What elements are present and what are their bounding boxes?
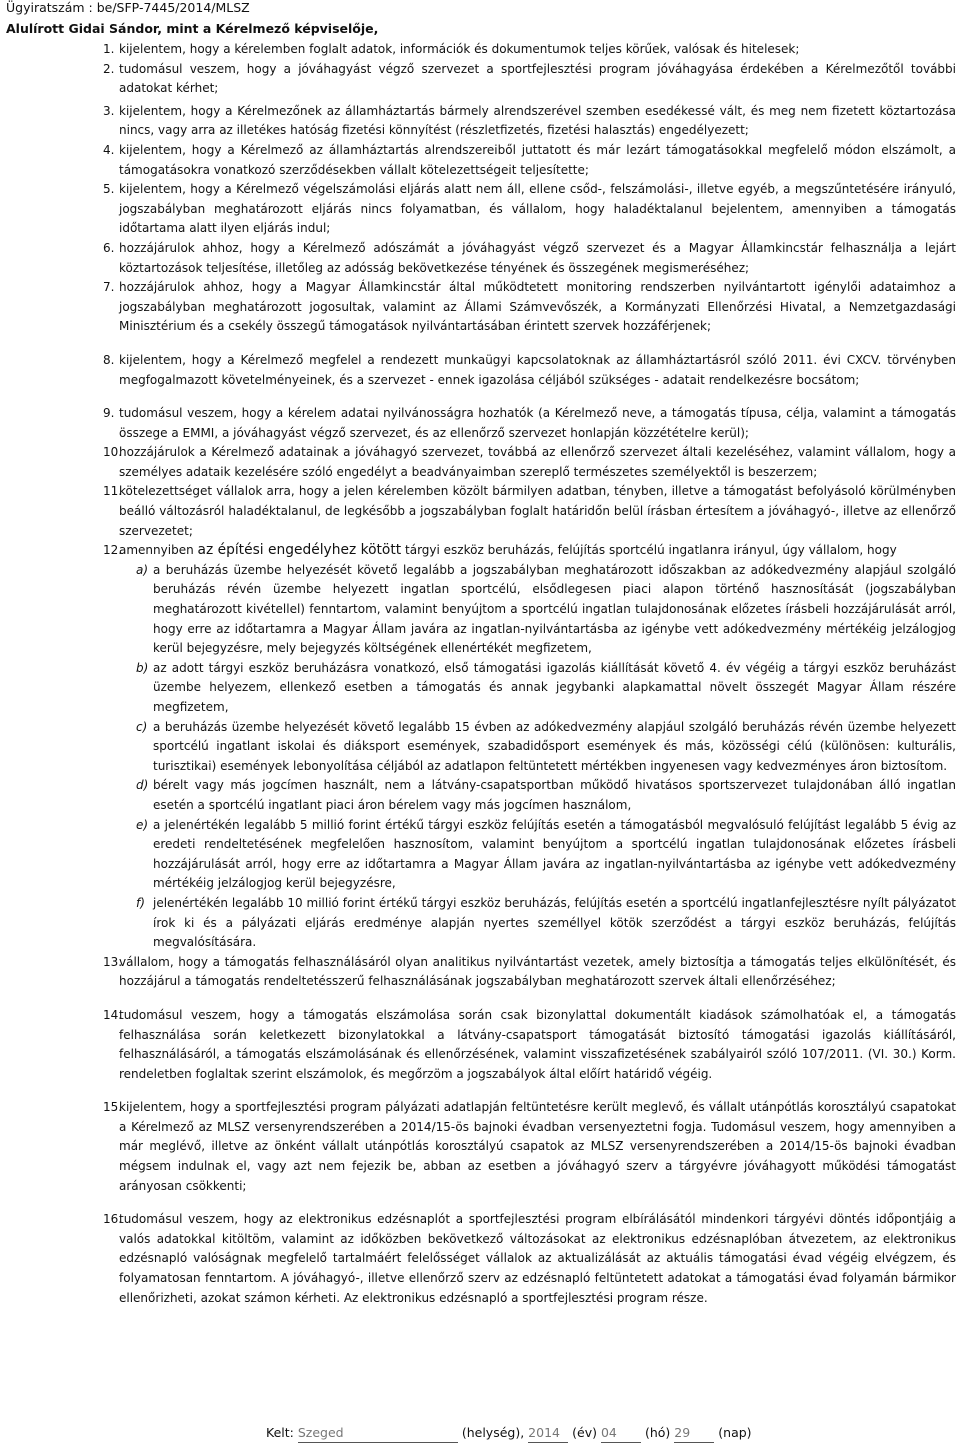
item-text: hozzájárulok ahhoz, hogy a Kérelmező adószámát a jóváhagyást végző szervezet és a Magyar Államkincstár felhasználja a lejárt köztartozások teljesítése, illetőleg az adósság bekövetkezése tényének és összegének megismeréséhez; bbox=[119, 240, 956, 275]
item-number: 11. bbox=[103, 484, 123, 499]
item-text: kijelentem, hogy a kérelemben foglalt adatok, információk és dokumentumok teljes körűek, valósak és hitelesek; bbox=[119, 42, 800, 56]
item-number: 12. bbox=[103, 543, 123, 558]
list-item bbox=[0, 404, 960, 443]
case-number: Ügyiratszám : be/SFP-7445/2014/MLSZ bbox=[6, 0, 250, 15]
list-item bbox=[0, 278, 960, 337]
sub-item-text: bérelt vagy más jogcímen használt, nem a látvány-csapatsportban működő hivatásos sportszervezet tulajdonában álló ingatlan esetén a sportcélú ingatlant piaci áron bérelem vagy más jogcímen használom, bbox=[153, 778, 956, 812]
list-item bbox=[0, 482, 960, 541]
item-number: 3. bbox=[103, 103, 115, 118]
item-text: tudomásul veszem, hogy a kérelem adatai nyilvánosságra hozhatók (a Kérelmező neve, a támogatás típusa, célja, valamint a támogatás összege a EMMI, a jóváhagyást végző szervezet, és az ellenőrző szervezet honlapján közzétételre kerül); bbox=[119, 406, 956, 440]
item-number: 15. bbox=[103, 1100, 123, 1115]
item-text-suffix: tárgyi eszköz beruházás, felújítás sportcélú ingatlanra irányul, úgy vállalom, hogy bbox=[405, 543, 897, 558]
sub-item-label: e) bbox=[136, 817, 149, 832]
item-text: tudomásul veszem, hogy az elektronikus edzésnaplót a sportfejlesztési program elbírálásától mindenkori tárgyévi döntés időpontjáig a valós adatokkal kitöltöm, valamint az időközben bekövetkező változásokat az elektronikus edzésnaplóban átvezetem, az elektronikus edzésnapló valóságnak megfelelő tartalmáért felelősséget vállalok az aktualizálását az aktuális támogatási évad végéig elvégzem, és folyamatosan fenntartom. A jóváhagyó-, illetve ellenőrző szerv az edzésnapló feltüntetett adatokat a támogatási évad folyamán bármikor ellenőrizheti, azokat számon kérheti. Az elektronikus edzésnapló a sportfejlesztési program része. bbox=[119, 1212, 956, 1305]
list-item bbox=[0, 351, 960, 390]
list-item bbox=[0, 1210, 960, 1308]
item-number: 4. bbox=[103, 142, 115, 157]
item-number: 1. bbox=[103, 42, 115, 56]
list-item bbox=[0, 60, 960, 99]
item-text: tudomásul veszem, hogy a jóváhagyást végző szervezet a sportfejlesztési program jóváhagyása érdekében a Kérelmezőtől további adatokat kérhet; bbox=[119, 61, 956, 96]
list-item bbox=[0, 239, 960, 278]
item-number: 14. bbox=[103, 1007, 123, 1022]
day-field[interactable]: 29 bbox=[674, 1424, 714, 1443]
item-number: 7. bbox=[103, 280, 115, 295]
sub-item-label: a) bbox=[136, 562, 149, 577]
list-item bbox=[0, 180, 960, 239]
item-text: kijelentem, hogy a Kérelmezőnek az államháztartás bármely alrendszerével szemben esedékessé vált, és meg nem fizetett köztartozása nincs, vagy arra az illetékes hatóság fizetési könnyítést (részletfizetés, fizetési halasztás) engedélyezett; bbox=[119, 103, 956, 138]
item-text-prefix: amennyiben bbox=[119, 543, 194, 558]
sub-item-label: c) bbox=[136, 719, 148, 734]
list-item bbox=[0, 1098, 960, 1196]
year-label: (év) bbox=[572, 1425, 597, 1440]
sub-item bbox=[0, 816, 960, 894]
list-item bbox=[0, 953, 960, 992]
list-item bbox=[0, 1006, 960, 1084]
list-item bbox=[0, 443, 960, 482]
sub-item-text: a beruházás üzembe helyezését követő legalább a jogszabályban meghatározott időszakban az adókedvezmény alapjául szolgáló beruházás révén üzembe helyezett ingatlan sportcélú, elsődlegesen piaci alapon történő hasznosítását (jogszabályban meghatározott kivétellel) fenntartom, valamint benyújtom a sportcélú ingatlan tulajdonosának előzetes írásbeli hozzájárulását arról, hogy erre az időtartamra a Magyar Állam javára az ingatlan-nyilvántartásba az igénybe vett adókedvezmény mértékéig jelzálogjog kerül bejegyzésre, mely bejegyzés költségének ellenértékét megfizetem, bbox=[153, 562, 956, 656]
item-number: 6. bbox=[103, 240, 115, 255]
item-number: 16. bbox=[103, 1212, 123, 1227]
item-number: 13. bbox=[103, 954, 123, 969]
day-label: (nap) bbox=[718, 1425, 752, 1440]
sub-item-label: d) bbox=[136, 778, 149, 793]
sub-item bbox=[0, 561, 960, 659]
signer-statement: Alulírott Gidai Sándor, mint a Kérelmező képviselője, bbox=[6, 21, 379, 36]
item-text-emphasis: az építési engedélyhez kötött bbox=[197, 542, 402, 559]
sub-item-text: a beruházás üzembe helyezését követő legalább 15 évben az adókedvezmény alapjául szolgáló beruházás révén üzembe helyezett sportcélú ingatlant iskolai és diáksport események, szabadidősport események és más, közösségi célú (különösen: kulturális, turisztikai) események lebonyolítása céljából az adatlapon feltüntetett mértékben ingyenesen vagy kedvezményes áron biztosítom. bbox=[153, 719, 956, 773]
sub-item bbox=[0, 718, 960, 777]
month-label: (hó) bbox=[644, 1425, 671, 1440]
item-number: 2. bbox=[103, 61, 115, 76]
item-text: hozzájárulok ahhoz, hogy a Magyar Államkincstár által működtetett monitoring rendszerben nyilvántartott igénylői adataimhoz a jogszabályban meghatározott jogosultak, valamint az Állami Számvevőszék, a Kormányzati Ellenőrzési Hivatal, a Nemzetgazdasági Minisztérium és a csekély összegű támogatások nyilvántartásában érintett szervek hozzáférjenek; bbox=[119, 280, 956, 334]
year-field[interactable]: 2014 bbox=[528, 1424, 568, 1443]
sub-item-text: a jelenértékén legalább 5 millió forint értékű tárgyi eszköz felújítás esetén a támogatásból megvalósuló felújítást legalább 5 évig az eredeti rendeltetésének megfelelően hasznosítom, valamint benyújtom a sportcélú ingatlan tulajdonosának előzetes írásbeli hozzájárulását arról, hogy erre az időtartamra a Magyar Állam javára az ingatlan-nyilvántartásba az igénybe vett adókedvezmény mértékéig jelzálogjog kerül bejegyzésre, bbox=[153, 817, 956, 891]
item-text: tudomásul veszem, hogy a támogatás elszámolása során csak bizonylattal dokumentált kiadások számolhatóak el, a támogatás felhasználása során keletkezett bizonylatokkal a látvány-csapatsport támogatását biztosító támogatási igazolás kiállításáról, felhasználásáról, a támogatás elszámolásának és ellenőrzésének, valamint visszafizetésének szabályairól szóló 107/2011. (VI. 30.) Korm. rendeletben foglaltak szerint elszámolok, és megőrzöm a jogszabályok által előírt határidő végéig. bbox=[119, 1007, 956, 1081]
sub-item-text: jelenértékén legalább 10 millió forint értékű tárgyi eszköz beruházás, felújítás esetén a sportcélú ingatlanfejlesztésre nyílt pályázatot írok ki és a pályázati eljárás eredménye alapján nyertes személlyel kötök szerződést a tárgyi eszköz beruházás, felújítás megvalósítására. bbox=[153, 895, 956, 950]
sub-item-label: f) bbox=[136, 895, 145, 910]
item-number: 8. bbox=[103, 352, 115, 367]
item-text: kötelezettséget vállalok arra, hogy a jelen kérelemben közölt bármilyen adatban, tényben, illetve a támogatást befolyásoló körülményben beálló változásról haladéktalanul, de legkésőbb a jogszabályban foglalt határidőn belül írásban értesítem a jóváhagyó-, illetve az ellenőrző szervezetet; bbox=[119, 484, 956, 538]
place-label: (helység), bbox=[461, 1425, 525, 1440]
place-field[interactable]: Szeged bbox=[298, 1424, 458, 1443]
list-item bbox=[0, 102, 960, 141]
item-text: kijelentem, hogy a Kérelmező az államháztartás alrendszereiből juttatott és már lezárt támogatásokkal megfelelő módon elszámolt, a támogatásokra vonatkozó szerződésekben vállalt kötelezettségeit teljesítette; bbox=[119, 142, 956, 177]
sub-item-label: b) bbox=[136, 660, 149, 675]
kelt-label: Kelt: bbox=[266, 1425, 294, 1440]
signature-date-line bbox=[266, 1424, 752, 1443]
item-number: 5. bbox=[103, 182, 115, 197]
list-item bbox=[0, 40, 960, 60]
item-text: vállalom, hogy a támogatás felhasználásáról olyan analitikus nyilvántartást vezetek, amely biztosítja a támogatás teljes elkülönítését, és hozzájárul a támogatás rendeltetésszerű felhasználásának jogszabályban meghatározott szervek általi ellenőrzéséhez; bbox=[119, 954, 956, 989]
item-text: kijelentem, hogy a sportfejlesztési program pályázati adatlapján feltüntetésre került meglevő, és vállalt utánpótlás korosztályú csapatokat a Kérelmező az MLSZ versenyrendszerében a 2014/15-ös bajnoki évadban versenyeztetni fogja. Tudomásul veszem, hogy amennyiben a már meglévő, illetve az önként vállalt utánpótlás korosztályú csapatok az MLSZ versenyrendszerében a 2014/15-ös bajnoki évadban mégsem indulnak el, vagy azt nem fejezik be, abban az esetben a jóváhagyó szerv a tárgyévre jóváhagyott működési támogatást arányosan csökkenti; bbox=[119, 1100, 956, 1193]
item-text: kijelentem, hogy a Kérelmező végelszámolási eljárás alatt nem áll, ellene csőd-, felszámolási-, illetve egyéb, a megszűntetésére irányuló, jogszabályban meghatározott eljárás nincs folyamatban, és vállalom, hogy haladéktalanul bejelentem, amennyiben a támogatás időtartama alatt ilyen eljárás indul; bbox=[119, 182, 956, 236]
sub-item-text: az adott tárgyi eszköz beruházásra vonatkozó, első támogatási igazolás kiállítását követő 4. év végéig a tárgyi eszköz beruházást üzembe helyezem, ellenkező esetben a támogatás és annak jegybanki alapkamattal növelt összegét Magyar Állam részére megfizetem, bbox=[153, 660, 956, 714]
sub-item bbox=[0, 894, 960, 953]
item-text: kijelentem, hogy a Kérelmező megfelel a rendezett munkaügyi kapcsolatoknak az államháztartásról szóló 2011. évi CXCV. törvényben megfogalmazott követelményeinek, és a szervezet - ennek igazolása céljából szükséges - adatait rendelkezésre bocsátom; bbox=[119, 352, 956, 387]
declaration-list bbox=[0, 40, 960, 1308]
sub-item bbox=[0, 659, 960, 718]
sub-item bbox=[0, 776, 960, 815]
month-field[interactable]: 04 bbox=[601, 1424, 641, 1443]
item-text: hozzájárulok a Kérelmező adatainak a jóváhagyó szervezet, továbbá az ellenőrző szervezet általi kezeléséhez, valamint vállalom, hogy a személyes adataik kezelésére szóló engedélyt a beadványaimban szereplő természetes személyektől is beszerzem; bbox=[119, 445, 956, 479]
list-item-12 bbox=[0, 541, 960, 561]
item-number: 9. bbox=[103, 406, 115, 421]
item-number: 10. bbox=[103, 445, 123, 460]
list-item bbox=[0, 141, 960, 180]
